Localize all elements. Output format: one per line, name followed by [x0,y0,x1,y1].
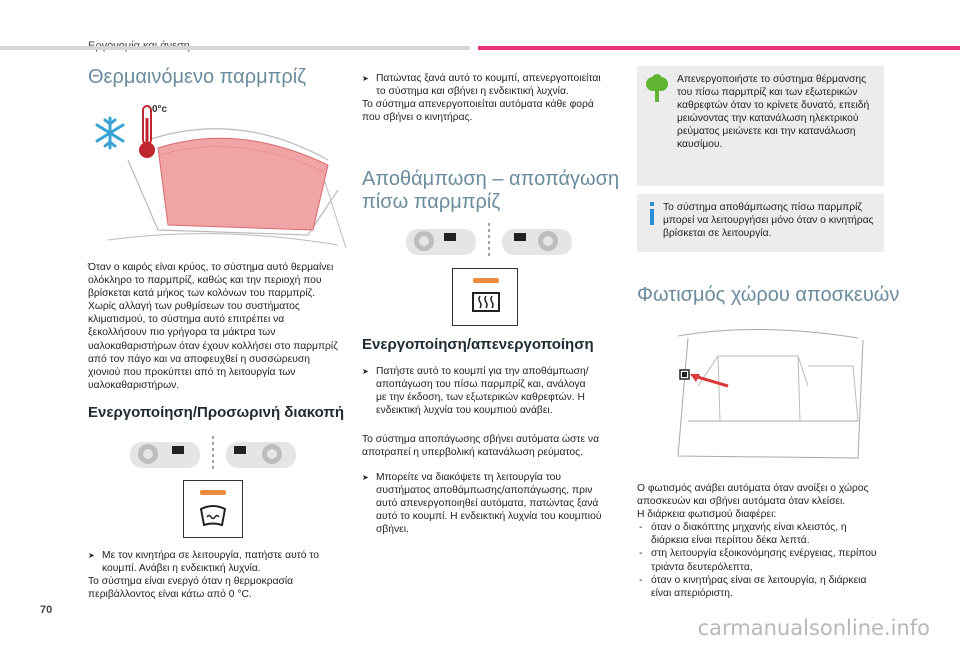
body-line: που σβήνει ο κινητήρας. [362,112,473,124]
activation-instructions [88,549,350,601]
heated-windscreen-button[interactable] [183,480,243,538]
dash-line: - όταν ο διακόπτης μηχανής είναι κλειστός, η [651,522,847,534]
dash-line: είναι απεριόριστη. [651,587,733,599]
bullet-line: ➤ Μπορείτε να διακόψετε τη λειτουργία του [376,472,561,483]
bullet-line: ➤ Πατήστε αυτό το κουμπί για την αποθάμπωση/ [376,366,589,377]
eco-note-text [677,73,877,152]
rear-activation-subtitle: Ενεργοποίηση/απενεργοποίηση [362,336,594,353]
indicator-light [473,278,499,283]
dash-line: - όταν ο κινητήρας είναι σε λειτουργία, η διάρκεια [651,574,867,586]
rear-activation-instructions [362,365,624,417]
info-note-text [663,201,879,240]
note-line: βρίσκεται σε λειτουργία. [663,228,772,240]
bullet-line: κουμπί. Ανάβει η ενδεικτική λυχνία. [102,563,261,575]
boot-lighting-title: Φωτισμός χώρου αποσκευών [637,284,900,306]
temperature-label: 0°c [152,104,168,115]
rear-demist-button[interactable] [452,268,518,326]
dash-line: διάρκεια είναι περίπου δέκα λεπτά. [651,535,810,547]
rear-stop-instructions [362,471,624,536]
boot-illustration [658,326,872,466]
eco-tree-icon [645,74,669,104]
dashboard-locator-diagram [128,436,298,472]
body-line: Το σύστημα απενεργοποιείται αυτόματα κάθε φορά [362,99,594,111]
bullet-item [362,72,624,98]
body-line: βρίσκεται κατά μήκος των κολόνων του παρμπρίζ. [88,288,316,300]
header-bar-pink [478,46,960,50]
dash-item [637,574,899,600]
bullet-line: το σύστημα και σβήνει η ενδεικτική λυχνία. [376,86,569,98]
note-line: του πίσω παρμπρίζ και των εξωτερικών [677,87,858,99]
body-line: αποτραπεί η υπερβολική κατανάλωση ρεύματος. [362,447,583,459]
body-line: ξεκολλήσουν πιο γρήγορα τα μάκτρα των [88,327,276,339]
note-line: μειώνοντας την κατανάλωση ηλεκτρικού [677,113,859,125]
info-icon [647,202,657,226]
bullet-line: αποπάγωση του πίσω παρμπρίζ και, ανάλογα [376,379,586,391]
page-number: 70 [40,604,53,616]
bullet-line: ενδεικτική λυχνία του κουμπιού ανάβει. [376,405,553,417]
heated-windscreen-title: Θερμαινόμενο παρμπρίζ [88,66,307,88]
watermark: carmanualsonline.info [697,616,930,640]
body-line: χιονιού που προκύπτει από τη λειτουργία των [88,366,296,378]
note-line: καθρεφτών όταν το κρίνετε δυνατό, επειδή [677,100,870,112]
body-line: Χωρίς αλλαγή των ρυθμίσεων του συστήματος [88,301,300,313]
body-line: υαλοκαθαριστήρων. [88,379,180,391]
dashboard-locator-diagram [404,223,574,259]
eco-note-card [637,66,884,186]
body-line: αποσκευών και σβήνει αυτόματα όταν κλείσει. [637,496,846,508]
body-line: περιβάλλοντος είναι κάτω από 0 °C. [88,589,252,601]
body-line: ολόκληρο το παρμπρίζ, καθώς και την περιοχή που [88,275,322,287]
note-line: καυσίμου. [677,139,723,151]
title-line: πίσω παρμπρίζ [362,191,501,213]
rear-auto-off-text [362,433,624,459]
bullet-item [362,471,624,536]
dash-item [637,547,899,573]
title-line: Αποθάμπωση – αποπάγωση [362,168,620,190]
bullet-line: αυτό το κουμπί. Η ενδεικτική λυχνία του κουμπιού [376,511,602,523]
body-line: Το σύστημα αποπάγωσης σβήνει αυτόματα ώστε να [362,434,600,445]
body-line: υαλοκαθαριστήρων όταν έχουν κολλήσει στο παρμπρίζ [88,340,338,352]
header-bar-gray [0,46,470,50]
bullet-item [362,365,624,417]
rear-demist-icon [470,289,502,317]
dash-item [637,521,899,547]
bullet-line: ➤ Με τον κινητήρα σε λειτουργία, πατήστε αυτό το [102,550,320,561]
heated-windscreen-body [88,261,350,392]
bullet-line: σβήνει. [376,524,409,536]
bullet-line: ➤ Πατώντας ξανά αυτό το κουμπί, απενεργοποιείται [376,73,601,84]
info-note-card [637,194,884,252]
bullet-line: με την έκδοση, των εξωτερικών καθρεφτών. Η [376,392,585,404]
note-line: Το σύστημα αποθάμπωσης πίσω παρμπρίζ [663,202,862,213]
rear-demist-title [362,168,619,214]
dash-line: τριάντα δευτερόλεπτα, [651,561,753,573]
bullet-line: αυτό απενεργοποιηθεί αυτόματα, πατώντας ξανά [376,498,599,510]
dash-line: - στη λειτουργία εξοικονόμησης ενέργειας, περίπου [651,548,877,560]
heated-windscreen-icon [198,503,228,529]
body-line: κλιματισμού, το σύστημα αυτό επιτρέπει να [88,314,285,326]
note-line: ρεύματος μειώνετε και την κατανάλωση [677,126,856,138]
deactivation-text [362,72,624,124]
snowflake-icon [92,115,128,151]
note-line: μπορεί να λειτουργήσει μόνο όταν ο κινητήρας [663,215,874,227]
bullet-item [88,549,350,575]
boot-lighting-body [637,482,899,600]
indicator-light [200,490,226,495]
activation-subtitle: Ενεργοποίηση/Προσωρινή διακοπή [88,404,345,421]
bullet-line: συστήματος αποθάμπωσης/αποπάγωσης, πριν [376,485,593,497]
body-line: Ο φωτισμός ανάβει αυτόματα όταν ανοίξει ο χώρος [637,483,869,494]
body-line: Το σύστημα είναι ενεργό όταν η θερμοκρασία [88,576,294,588]
body-line: Όταν ο καιρός είναι κρύος, το σύστημα αυτό θερμαίνει [88,262,334,273]
body-line: από τον πάγο και να αποφευχθεί η συσσώρευση [88,353,310,365]
note-line: Απενεργοποιήστε το σύστημα θέρμανσης [677,74,867,85]
body-line: Η διάρκεια φωτισμού διαφέρει: [637,509,777,521]
